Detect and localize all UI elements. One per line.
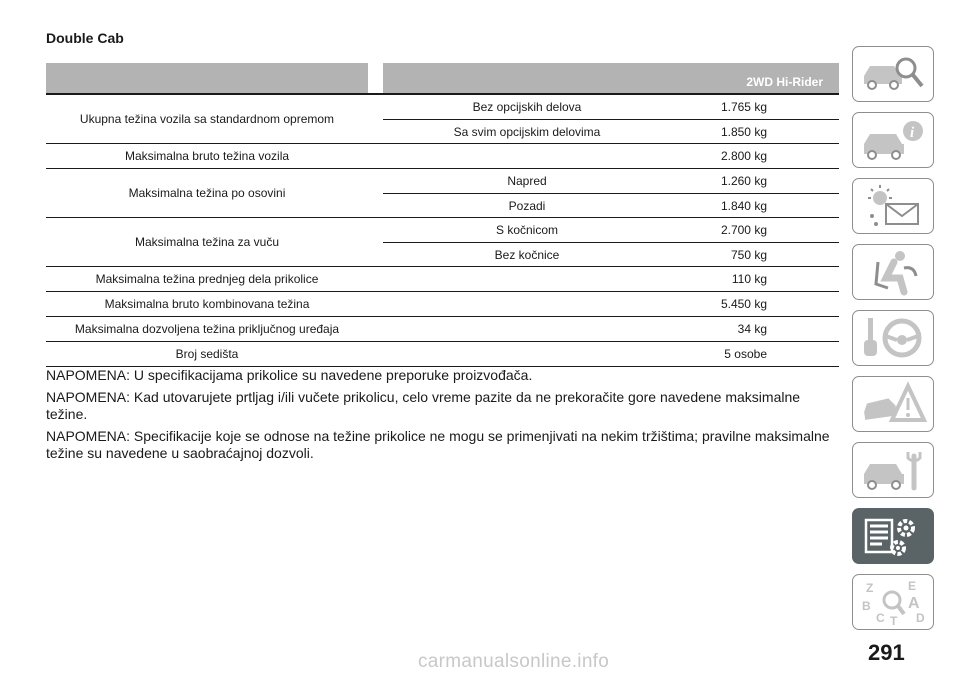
table-row xyxy=(383,119,839,143)
table-row xyxy=(383,144,839,168)
table-row-group xyxy=(46,218,839,267)
row-label: Maksimalna bruto kombinovana težina xyxy=(104,297,310,311)
table-row xyxy=(383,242,839,266)
table-row-group xyxy=(46,317,839,342)
svg-text:D: D xyxy=(916,611,925,625)
table-row-group xyxy=(46,95,839,144)
row-label: Maksimalna dozvoljena težina priključnog uređaja xyxy=(74,322,340,336)
table-row xyxy=(383,317,839,341)
row-condition: S kočnicom xyxy=(495,223,559,237)
note: NAPOMENA: Kad utovarujete prtljag i/ili vučete prikolicu, celo vreme pazite da ne prekoračite gore navedene maksimalne težine. xyxy=(46,389,801,422)
row-value: 5 osobe xyxy=(724,347,767,361)
airbag-seat-icon xyxy=(858,248,928,296)
row-value: 1.850 kg xyxy=(720,124,767,139)
row-label: Broj sedišta xyxy=(175,347,239,361)
row-condition: Bez opcijskih delova xyxy=(472,100,582,114)
car-info-icon xyxy=(858,116,928,164)
table-row xyxy=(383,95,839,119)
row-value: 1.260 kg xyxy=(720,174,767,188)
table-header xyxy=(46,63,839,95)
row-condition: Napred xyxy=(507,174,547,188)
row-value: 110 kg xyxy=(731,272,767,286)
dashboard-lights-message-icon xyxy=(858,182,928,230)
table-row-group xyxy=(46,144,839,169)
row-label: Maksimalna težina po osovini xyxy=(128,186,286,200)
spec-table xyxy=(46,63,839,367)
row-condition: Pozadi xyxy=(508,198,546,213)
table-row-group xyxy=(46,292,839,317)
row-value: 2.800 kg xyxy=(720,149,767,163)
row-condition: Sa svim opcijskim delovima xyxy=(453,124,601,139)
tab-airbag-seat[interactable] xyxy=(852,244,934,300)
row-value: 5.450 kg xyxy=(720,297,767,311)
page-number: 291 xyxy=(868,640,905,665)
row-label: Maksimalna bruto težina vozila xyxy=(124,149,290,163)
svg-text:B: B xyxy=(862,599,871,613)
car-search-icon xyxy=(858,50,928,98)
table-row-group xyxy=(46,342,839,367)
table-row xyxy=(383,292,839,316)
table-row xyxy=(383,218,839,242)
row-condition: Bez kočnice xyxy=(494,247,560,262)
tab-car-wrench[interactable] xyxy=(852,442,934,498)
specifications-gear-icon xyxy=(858,512,928,560)
table-row xyxy=(383,169,839,193)
row-value: 750 kg xyxy=(730,247,767,262)
svg-text:A: A xyxy=(908,595,920,612)
row-value: 1.840 kg xyxy=(720,198,767,213)
car-warning-triangle-icon xyxy=(858,380,928,428)
table-row xyxy=(383,342,839,366)
table-row xyxy=(383,267,839,291)
row-label: Ukupna težina vozila sa standardnom opremom xyxy=(79,112,335,126)
svg-text:C: C xyxy=(876,611,885,625)
row-value: 2.700 kg xyxy=(720,223,767,237)
chapter-sidebar xyxy=(852,46,934,640)
tab-car-search[interactable] xyxy=(852,46,934,102)
tab-specifications[interactable] xyxy=(852,508,934,564)
note: NAPOMENA: Specifikacije koje se odnose na težine prikolice ne mogu se primenjivati na nekim tržištima; pravilne maksimalne težine su navedene u saobraćajnoj dozvoli. xyxy=(46,428,830,461)
header-blank-cell xyxy=(46,63,368,93)
tab-alphabetical-index[interactable] xyxy=(852,574,934,630)
row-value: 34 kg xyxy=(737,322,767,336)
watermark: carmanualsonline.info xyxy=(418,651,610,672)
alphabetical-index-icon xyxy=(858,578,928,626)
row-label: Maksimalna težina prednjeg dela prikolice xyxy=(95,272,319,286)
row-label: Maksimalna težina za vuču xyxy=(134,235,280,249)
svg-text:Z: Z xyxy=(866,581,874,595)
tab-car-info[interactable] xyxy=(852,112,934,168)
tab-dashboard-lights[interactable] xyxy=(852,178,934,234)
table-row-group xyxy=(46,169,839,218)
svg-text:T: T xyxy=(890,614,898,626)
tab-car-warning[interactable] xyxy=(852,376,934,432)
svg-text:E: E xyxy=(908,579,917,593)
tab-key-steering[interactable] xyxy=(852,310,934,366)
svg-text:i: i xyxy=(910,125,915,141)
table-row xyxy=(383,193,839,217)
column-header: 2WD Hi-Rider xyxy=(383,63,839,93)
note: NAPOMENA: U specifikacijama prikolice su navedene preporuke proizvođača. xyxy=(46,367,533,383)
car-wrench-icon xyxy=(858,446,928,494)
table-row-group xyxy=(46,267,839,292)
row-value: 1.765 kg xyxy=(720,100,767,114)
section-title: Double Cab xyxy=(46,30,124,46)
key-steering-wheel-icon xyxy=(858,314,928,362)
notes xyxy=(46,367,838,467)
